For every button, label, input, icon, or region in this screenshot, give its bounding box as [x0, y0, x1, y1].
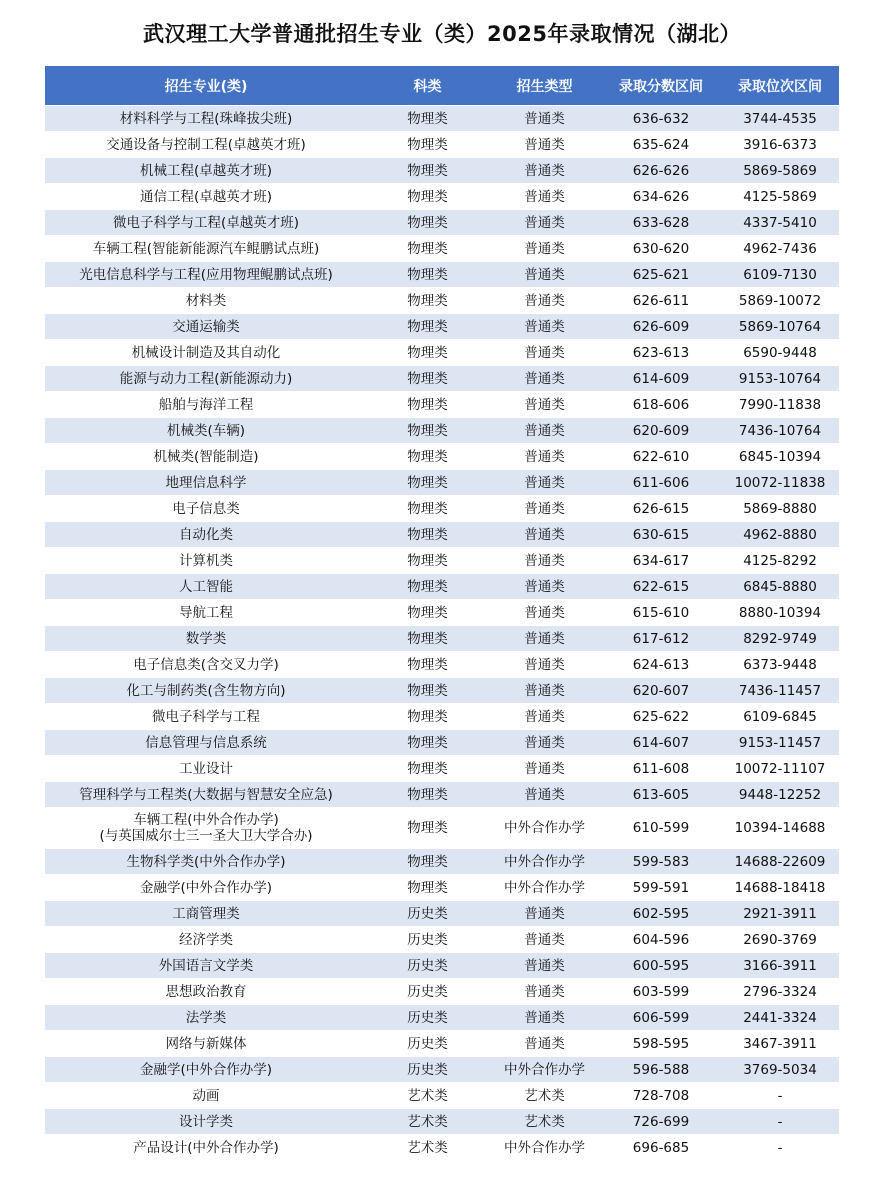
cell-subject: 物理类 — [367, 704, 488, 730]
cell-score: 615-610 — [601, 600, 721, 626]
cell-type: 普通类 — [488, 600, 601, 626]
table-row — [45, 808, 839, 849]
cell-major: 机械类(智能制造) — [45, 444, 367, 470]
cell-score: 620-609 — [601, 418, 721, 444]
cell-rank: 6590-9448 — [721, 340, 839, 366]
cell-major: 导航工程 — [45, 600, 367, 626]
cell-type: 普通类 — [488, 782, 601, 808]
table-row — [45, 392, 839, 418]
table-row — [45, 1057, 839, 1083]
cell-rank: 8880-10394 — [721, 600, 839, 626]
cell-score: 626-615 — [601, 496, 721, 522]
cell-type: 中外合作办学 — [488, 1057, 601, 1083]
cell-major: 工业设计 — [45, 756, 367, 782]
cell-major: 化工与制药类(含生物方向) — [45, 678, 367, 704]
cell-subject: 物理类 — [367, 470, 488, 496]
table-row — [45, 184, 839, 210]
cell-subject: 物理类 — [367, 782, 488, 808]
cell-score: 635-624 — [601, 132, 721, 158]
cell-type: 普通类 — [488, 340, 601, 366]
cell-rank: - — [721, 1109, 839, 1135]
cell-subject: 物理类 — [367, 808, 488, 849]
cell-score: 603-599 — [601, 979, 721, 1005]
table-row — [45, 849, 839, 875]
cell-major: 设计学类 — [45, 1109, 367, 1135]
cell-rank: 2921-3911 — [721, 901, 839, 927]
cell-score: 610-599 — [601, 808, 721, 849]
cell-rank: - — [721, 1135, 839, 1161]
cell-major: 法学类 — [45, 1005, 367, 1031]
cell-major: 工商管理类 — [45, 901, 367, 927]
cell-major: 外国语言文学类 — [45, 953, 367, 979]
cell-rank: 3166-3911 — [721, 953, 839, 979]
cell-major: 金融学(中外合作办学) — [45, 875, 367, 901]
cell-subject: 历史类 — [367, 927, 488, 953]
cell-score: 625-622 — [601, 704, 721, 730]
cell-score: 728-708 — [601, 1083, 721, 1109]
cell-score: 611-608 — [601, 756, 721, 782]
cell-score: 617-612 — [601, 626, 721, 652]
cell-type: 普通类 — [488, 288, 601, 314]
cell-type: 普通类 — [488, 756, 601, 782]
cell-rank: 3744-4535 — [721, 106, 839, 132]
table-row — [45, 314, 839, 340]
cell-type: 艺术类 — [488, 1109, 601, 1135]
table-row — [45, 1135, 839, 1161]
cell-major: 自动化类 — [45, 522, 367, 548]
cell-score: 598-595 — [601, 1031, 721, 1057]
cell-rank: 5869-8880 — [721, 496, 839, 522]
table-row — [45, 979, 839, 1005]
cell-major: 人工智能 — [45, 574, 367, 600]
cell-subject: 艺术类 — [367, 1135, 488, 1161]
cell-type: 普通类 — [488, 366, 601, 392]
cell-subject: 物理类 — [367, 158, 488, 184]
table-row — [45, 875, 839, 901]
cell-rank: 10072-11107 — [721, 756, 839, 782]
cell-rank: 4337-5410 — [721, 210, 839, 236]
cell-rank: 6373-9448 — [721, 652, 839, 678]
cell-type: 普通类 — [488, 418, 601, 444]
table-row — [45, 1005, 839, 1031]
cell-score: 625-621 — [601, 262, 721, 288]
cell-subject: 物理类 — [367, 444, 488, 470]
cell-rank: 3916-6373 — [721, 132, 839, 158]
cell-major: 材料类 — [45, 288, 367, 314]
cell-subject: 物理类 — [367, 392, 488, 418]
cell-type: 普通类 — [488, 314, 601, 340]
cell-subject: 物理类 — [367, 288, 488, 314]
header-rank: 录取位次区间 — [721, 66, 839, 106]
cell-score: 630-615 — [601, 522, 721, 548]
cell-subject: 物理类 — [367, 262, 488, 288]
cell-major: 金融学(中外合作办学) — [45, 1057, 367, 1083]
cell-major: 交通运输类 — [45, 314, 367, 340]
cell-type: 普通类 — [488, 236, 601, 262]
cell-subject: 物理类 — [367, 548, 488, 574]
cell-score: 696-685 — [601, 1135, 721, 1161]
cell-subject: 物理类 — [367, 236, 488, 262]
cell-type: 普通类 — [488, 1031, 601, 1057]
cell-major-line2: (与英国威尔士三一圣大卫大学合办) — [99, 828, 313, 844]
cell-major: 材料科学与工程(珠峰拔尖班) — [45, 106, 367, 132]
cell-score: 618-606 — [601, 392, 721, 418]
cell-rank: 2690-3769 — [721, 927, 839, 953]
cell-type: 中外合作办学 — [488, 849, 601, 875]
cell-rank: 9153-11457 — [721, 730, 839, 756]
cell-subject: 物理类 — [367, 626, 488, 652]
cell-score: 614-607 — [601, 730, 721, 756]
cell-rank: 3467-3911 — [721, 1031, 839, 1057]
header-major: 招生专业(类) — [45, 66, 367, 106]
cell-rank: 4125-8292 — [721, 548, 839, 574]
cell-major: 生物科学类(中外合作办学) — [45, 849, 367, 875]
cell-major: 机械类(车辆) — [45, 418, 367, 444]
cell-type: 普通类 — [488, 953, 601, 979]
cell-rank: 14688-22609 — [721, 849, 839, 875]
table-row — [45, 288, 839, 314]
table-row — [45, 730, 839, 756]
cell-subject: 物理类 — [367, 366, 488, 392]
cell-score: 613-605 — [601, 782, 721, 808]
cell-subject: 历史类 — [367, 901, 488, 927]
cell-type: 普通类 — [488, 1005, 601, 1031]
table-row — [45, 158, 839, 184]
cell-type: 普通类 — [488, 262, 601, 288]
cell-subject: 历史类 — [367, 953, 488, 979]
cell-type: 普通类 — [488, 652, 601, 678]
cell-type: 艺术类 — [488, 1083, 601, 1109]
cell-type: 普通类 — [488, 392, 601, 418]
cell-subject: 历史类 — [367, 1057, 488, 1083]
cell-major: 思想政治教育 — [45, 979, 367, 1005]
table-row — [45, 132, 839, 158]
table-row — [45, 470, 839, 496]
cell-type: 普通类 — [488, 210, 601, 236]
table-row — [45, 366, 839, 392]
cell-subject: 物理类 — [367, 730, 488, 756]
table-row — [45, 236, 839, 262]
cell-score: 634-626 — [601, 184, 721, 210]
cell-major: 电子信息类 — [45, 496, 367, 522]
cell-subject: 物理类 — [367, 522, 488, 548]
cell-score: 620-607 — [601, 678, 721, 704]
table-row — [45, 1109, 839, 1135]
header-subject: 科类 — [367, 66, 488, 106]
cell-major: 车辆工程(智能新能源汽车鲲鹏试点班) — [45, 236, 367, 262]
cell-score: 596-588 — [601, 1057, 721, 1083]
header-score: 录取分数区间 — [601, 66, 721, 106]
cell-type: 普通类 — [488, 927, 601, 953]
cell-major-line1: 车辆工程(中外合作办学) — [133, 812, 279, 828]
table-row — [45, 600, 839, 626]
table-row — [45, 927, 839, 953]
cell-subject: 物理类 — [367, 340, 488, 366]
cell-subject: 物理类 — [367, 574, 488, 600]
cell-score: 602-595 — [601, 901, 721, 927]
cell-subject: 物理类 — [367, 496, 488, 522]
table-row — [45, 1031, 839, 1057]
cell-type: 普通类 — [488, 106, 601, 132]
cell-rank: 2796-3324 — [721, 979, 839, 1005]
cell-subject: 物理类 — [367, 652, 488, 678]
cell-score: 599-591 — [601, 875, 721, 901]
cell-type: 普通类 — [488, 704, 601, 730]
cell-score: 622-615 — [601, 574, 721, 600]
cell-subject: 物理类 — [367, 756, 488, 782]
table-header-row — [45, 66, 839, 106]
table-row — [45, 574, 839, 600]
cell-type: 普通类 — [488, 132, 601, 158]
cell-type: 普通类 — [488, 444, 601, 470]
cell-major: 网络与新媒体 — [45, 1031, 367, 1057]
cell-type: 中外合作办学 — [488, 808, 601, 849]
header-type: 招生类型 — [488, 66, 601, 106]
cell-type: 普通类 — [488, 496, 601, 522]
cell-subject: 物理类 — [367, 184, 488, 210]
cell-major: 地理信息科学 — [45, 470, 367, 496]
cell-major: 动画 — [45, 1083, 367, 1109]
cell-subject: 历史类 — [367, 979, 488, 1005]
cell-rank: 4962-8880 — [721, 522, 839, 548]
cell-rank: 2441-3324 — [721, 1005, 839, 1031]
cell-subject: 艺术类 — [367, 1109, 488, 1135]
cell-score: 606-599 — [601, 1005, 721, 1031]
cell-major: 信息管理与信息系统 — [45, 730, 367, 756]
table-row — [45, 782, 839, 808]
cell-score: 726-699 — [601, 1109, 721, 1135]
cell-score: 636-632 — [601, 106, 721, 132]
table-row — [45, 262, 839, 288]
cell-type: 普通类 — [488, 901, 601, 927]
cell-subject: 历史类 — [367, 1031, 488, 1057]
cell-rank: 3769-5034 — [721, 1057, 839, 1083]
cell-rank: 5869-10072 — [721, 288, 839, 314]
cell-type: 普通类 — [488, 678, 601, 704]
cell-subject: 物理类 — [367, 875, 488, 901]
cell-type: 普通类 — [488, 522, 601, 548]
cell-major: 计算机类 — [45, 548, 367, 574]
cell-major: 电子信息类(含交叉力学) — [45, 652, 367, 678]
cell-type: 中外合作办学 — [488, 875, 601, 901]
cell-rank: 7436-10764 — [721, 418, 839, 444]
table-body — [45, 106, 839, 1161]
table-row — [45, 548, 839, 574]
cell-score: 604-596 — [601, 927, 721, 953]
cell-score: 626-626 — [601, 158, 721, 184]
table-row — [45, 652, 839, 678]
table-row — [45, 444, 839, 470]
table-row — [45, 106, 839, 132]
cell-major: 船舶与海洋工程 — [45, 392, 367, 418]
cell-major: 交通设备与控制工程(卓越英才班) — [45, 132, 367, 158]
cell-major: 经济学类 — [45, 927, 367, 953]
cell-type: 普通类 — [488, 548, 601, 574]
cell-subject: 物理类 — [367, 314, 488, 340]
cell-type: 普通类 — [488, 979, 601, 1005]
cell-score: 626-609 — [601, 314, 721, 340]
cell-major: 微电子科学与工程 — [45, 704, 367, 730]
cell-major: 产品设计(中外合作办学) — [45, 1135, 367, 1161]
cell-rank: 6845-10394 — [721, 444, 839, 470]
table-row — [45, 496, 839, 522]
cell-score: 624-613 — [601, 652, 721, 678]
table-row — [45, 1083, 839, 1109]
cell-score: 622-610 — [601, 444, 721, 470]
cell-rank: 4962-7436 — [721, 236, 839, 262]
cell-score: 634-617 — [601, 548, 721, 574]
cell-rank: - — [721, 1083, 839, 1109]
cell-score: 614-609 — [601, 366, 721, 392]
admission-table — [45, 66, 839, 1160]
cell-subject: 物理类 — [367, 849, 488, 875]
cell-major: 能源与动力工程(新能源动力) — [45, 366, 367, 392]
table-row — [45, 522, 839, 548]
cell-major — [45, 808, 367, 849]
page-title: 武汉理工大学普通批招生专业（类）2025年录取情况（湖北） — [143, 22, 741, 46]
table-row — [45, 626, 839, 652]
cell-subject: 艺术类 — [367, 1083, 488, 1109]
cell-score: 611-606 — [601, 470, 721, 496]
cell-type: 普通类 — [488, 470, 601, 496]
table-row — [45, 210, 839, 236]
cell-subject: 物理类 — [367, 210, 488, 236]
cell-major: 微电子科学与工程(卓越英才班) — [45, 210, 367, 236]
cell-subject: 物理类 — [367, 418, 488, 444]
table-row — [45, 678, 839, 704]
cell-rank: 5869-10764 — [721, 314, 839, 340]
table-row — [45, 756, 839, 782]
cell-subject: 物理类 — [367, 678, 488, 704]
cell-score: 599-583 — [601, 849, 721, 875]
cell-rank: 4125-5869 — [721, 184, 839, 210]
cell-major: 数学类 — [45, 626, 367, 652]
cell-type: 中外合作办学 — [488, 1135, 601, 1161]
cell-subject: 物理类 — [367, 106, 488, 132]
cell-subject: 物理类 — [367, 132, 488, 158]
cell-score: 626-611 — [601, 288, 721, 314]
table-row — [45, 418, 839, 444]
table-row — [45, 901, 839, 927]
cell-rank: 14688-18418 — [721, 875, 839, 901]
cell-type: 普通类 — [488, 574, 601, 600]
cell-score: 600-595 — [601, 953, 721, 979]
cell-major: 光电信息科学与工程(应用物理鲲鹏试点班) — [45, 262, 367, 288]
cell-type: 普通类 — [488, 158, 601, 184]
cell-rank: 10394-14688 — [721, 808, 839, 849]
cell-type: 普通类 — [488, 626, 601, 652]
cell-major: 通信工程(卓越英才班) — [45, 184, 367, 210]
cell-subject: 物理类 — [367, 600, 488, 626]
cell-type: 普通类 — [488, 730, 601, 756]
cell-score: 633-628 — [601, 210, 721, 236]
cell-rank: 9448-12252 — [721, 782, 839, 808]
cell-major: 管理科学与工程类(大数据与智慧安全应急) — [45, 782, 367, 808]
cell-rank: 8292-9749 — [721, 626, 839, 652]
cell-rank: 7990-11838 — [721, 392, 839, 418]
cell-major: 机械工程(卓越英才班) — [45, 158, 367, 184]
cell-score: 630-620 — [601, 236, 721, 262]
cell-rank: 6109-7130 — [721, 262, 839, 288]
cell-rank: 6845-8880 — [721, 574, 839, 600]
cell-rank: 10072-11838 — [721, 470, 839, 496]
cell-rank: 7436-11457 — [721, 678, 839, 704]
table-row — [45, 340, 839, 366]
cell-score: 623-613 — [601, 340, 721, 366]
cell-rank: 9153-10764 — [721, 366, 839, 392]
cell-rank: 6109-6845 — [721, 704, 839, 730]
cell-type: 普通类 — [488, 184, 601, 210]
table-row — [45, 953, 839, 979]
cell-major: 机械设计制造及其自动化 — [45, 340, 367, 366]
cell-subject: 历史类 — [367, 1005, 488, 1031]
table-row — [45, 704, 839, 730]
cell-rank: 5869-5869 — [721, 158, 839, 184]
